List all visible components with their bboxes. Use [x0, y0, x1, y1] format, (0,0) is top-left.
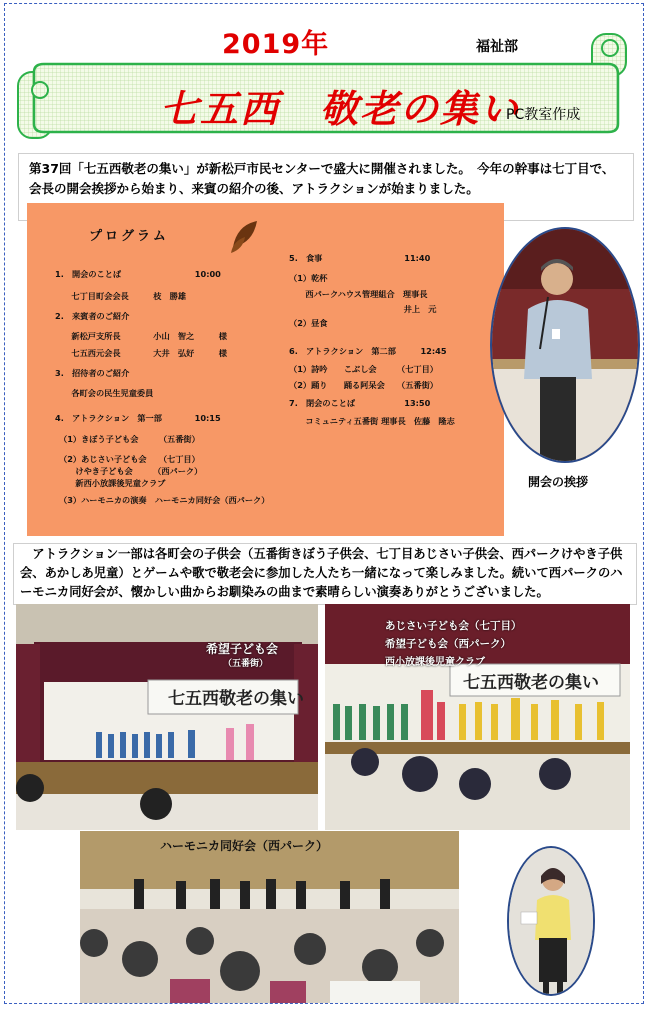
- program-right-line: 西パークハウス管理組合 理事長: [289, 289, 428, 299]
- stage-sign: 七五西敬老の集い: [168, 689, 304, 709]
- program-left-line: 新松戸支所長 小山 智之 様: [55, 331, 227, 341]
- program-left-line: 各町会の民生児童委員: [55, 388, 154, 398]
- program-right-line: 6. アトラクション 第二部 12:45: [289, 346, 447, 356]
- year-heading: 2019年: [222, 29, 330, 60]
- program-right-line: （2）昼食: [289, 318, 328, 328]
- kibou-kids-photo: [16, 604, 318, 830]
- program-right-line: 7. 閉会のことば 13:50: [289, 398, 431, 408]
- ajisai-kids-photo: [325, 604, 630, 830]
- banner-title: 七五西 敬老の集い: [160, 86, 521, 131]
- speaker-illustration: [492, 229, 640, 463]
- program-left-line: 3. 招待者のご紹介: [55, 368, 130, 378]
- program-sheet: [27, 203, 504, 536]
- opening-speech-photo: [490, 227, 640, 463]
- opening-speech-caption: 開会の挨拶: [528, 475, 589, 489]
- ajisai-label: あじさい子ども会（七丁目）: [385, 620, 522, 632]
- harmonica-photo: [80, 831, 459, 1003]
- harmonica-label: ハーモニカ同好会（西パーク）: [160, 839, 329, 853]
- audience-illustration: [80, 831, 459, 1003]
- closing-speech-photo: [507, 846, 595, 996]
- kibou-nishi-label: 希望子ども会（西パーク）: [385, 638, 511, 650]
- intro-paragraph: 第37回「七五西敬老の集い」が新松戸市民センターで盛大に開催されました。 今年の幹事は七丁目で、会長の開会挨拶から始まり、来賓の紹介の後、アトラクションが始まりました。: [18, 153, 634, 221]
- program-left-line: 七五西元会長 大井 弘好 様: [55, 348, 227, 358]
- program-heading: プログラム: [89, 229, 169, 244]
- leaves-icon: [227, 217, 263, 257]
- program-right-line: 井上 元: [289, 304, 437, 314]
- maker-credit: PC教室作成: [506, 107, 581, 123]
- attraction-paragraph: アトラクション一部は各町会の子供会（五番街きぼう子供会、七丁目あじさい子供会、西パークけやき子供会、あかしあ児童）とゲームや歌で敬老会に参加した人たち一緒になって楽しみました。続いて西パークのハーモニカ同好会が、懐かしい曲からお馴染みの曲まで素晴らしい演奏ありがとうございました。: [13, 543, 637, 605]
- program-left-line: 4. アトラクション 第一部 10:15: [55, 413, 221, 423]
- program-right-line: （1）詩吟 こぶし会 （七丁目）: [289, 364, 438, 374]
- program-left-line: （2）あじさい子ども会 （七丁目）: [59, 454, 200, 464]
- stage-sign: 七五西敬老の集い: [463, 673, 599, 693]
- program-right-line: 5. 食事 11:40: [289, 253, 431, 263]
- kibou-label: 希望子ども会: [206, 642, 279, 656]
- stage-illustration: [16, 604, 318, 830]
- program-left-line: 2. 来賓者のご紹介: [55, 311, 130, 321]
- department-label: 福祉部: [476, 39, 518, 55]
- woman-speaker-illustration: [509, 848, 595, 996]
- program-right-line: コミュニティ五番街 理事長 佐藤 隆志: [289, 416, 455, 426]
- afterschool-label: 西小放課後児童クラブ: [385, 657, 485, 668]
- program-left-line: 1. 開会のことば 10:00: [55, 269, 221, 279]
- program-left-line: 新西小放課後児童クラブ: [59, 478, 166, 488]
- program-left-line: （1）きぼう子ども会 （五番街）: [59, 434, 200, 444]
- program-right-line: （1）乾杯: [289, 273, 328, 283]
- program-left-line: けやき子ども会 （西パーク）: [59, 466, 203, 476]
- program-left-line: （3）ハーモニカの演奏 ハーモニカ同好会（西パーク）: [59, 495, 270, 505]
- program-right-line: （2）踊り 踊る阿呆会 （五番街）: [289, 380, 438, 390]
- program-left-line: 七丁目町会会長 枝 勝雄: [55, 291, 187, 301]
- kibou-sublabel: （五番街）: [223, 659, 269, 669]
